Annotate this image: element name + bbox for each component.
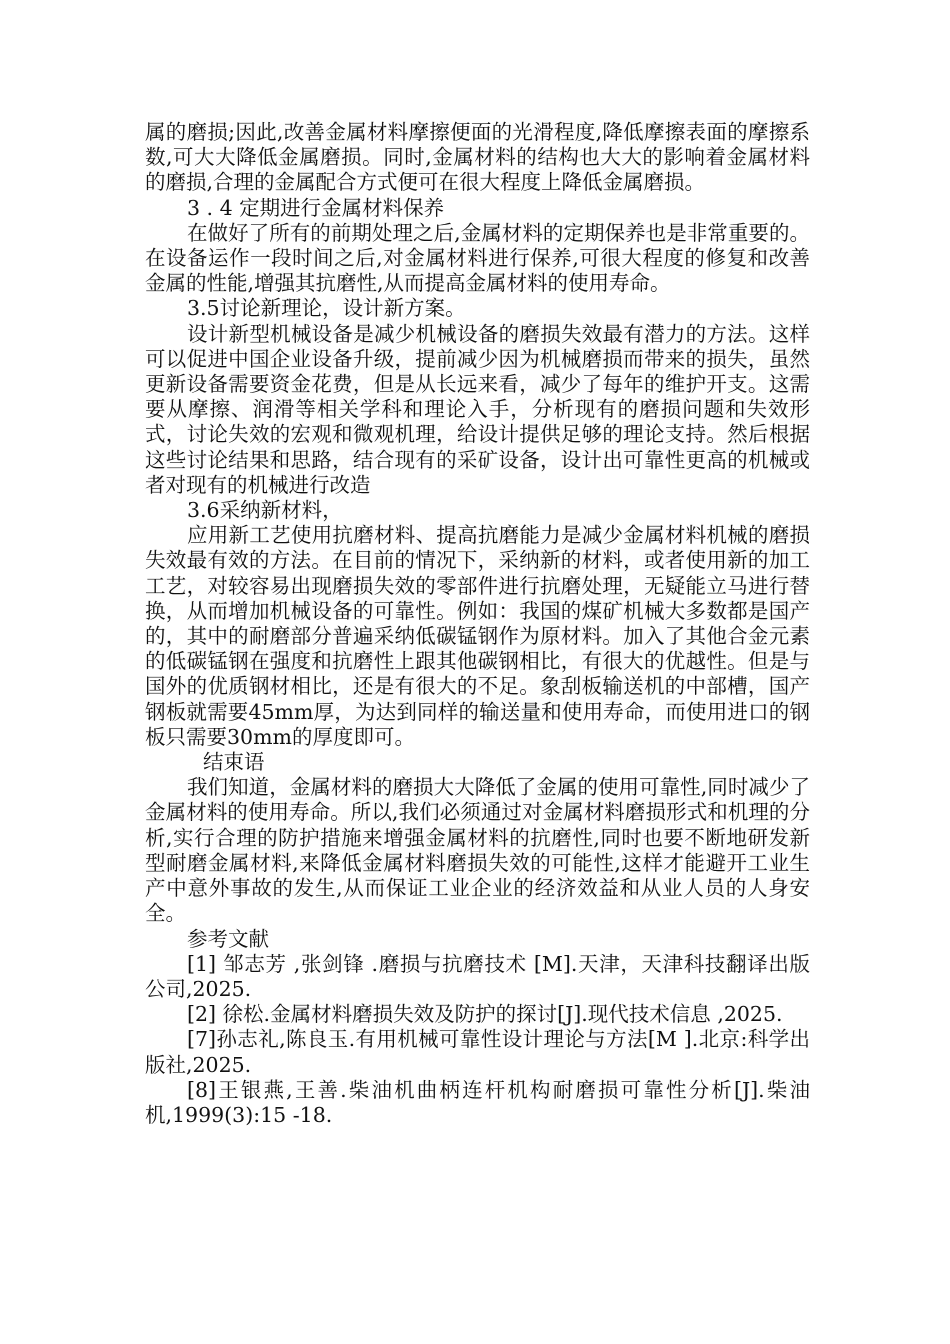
- reference-item-8: [8]王银燕,王善.柴油机曲柄连杆机构耐磨损可靠性分析[J].柴油机,1999(3):15 -18.: [145, 1077, 810, 1127]
- body-paragraph-3-4: 在做好了所有的前期处理之后,金属材料的定期保养也是非常重要的。在设备运作一段时间之后,对金属材料进行保养,可很大程度的修复和改善金属的性能,增强其抗磨性,从而提高金属材料的使用寿命。: [145, 220, 810, 296]
- reference-item-2: [2] 徐松.金属材料磨损失效及防护的探讨[J].现代技术信息 ,2025.: [187, 1002, 783, 1027]
- document-page: [145, 120, 810, 1128]
- reference-item-7: [7]孙志礼,陈良玉.有用机械可靠性设计理论与方法[M ].北京:科学出版社,2025.: [145, 1027, 810, 1077]
- section-heading-3-6: 3.6采纳新材料，: [187, 498, 343, 523]
- references-heading: 参考文献: [187, 926, 269, 951]
- section-heading-3-4: 3 . 4 定期进行金属材料保养: [187, 195, 445, 220]
- body-paragraph-3-6: 应用新工艺使用抗磨材料、提高抗磨能力是减少金属材料机械的磨损失效最有效的方法。在目前的情况下，采纳新的材料，或者使用新的加工工艺，对较容易出现磨损失效的零部件进行抗磨处理，无疑能立马进行替换，从而增加机械设备的可靠性。例如：我国的煤矿机械大多数都是国产的，其中的耐磨部分普遍采纳低碳锰钢作为原材料。加入了其他合金元素的低碳锰钢在强度和抗磨性上跟其他碳钢相比，有很大的优越性。但是与国外的优质钢材相比，还是有很大的不足。象刮板输送机的中部槽，国产钢板就需要45mm厚，为达到同样的输送量和使用寿命，而使用进口的钢板只需要30mm的厚度即可。: [145, 523, 810, 749]
- conclusion-paragraph: 我们知道，金属材料的磨损大大降低了金属的使用可靠性,同时减少了金属材料的使用寿命。所以,我们必须通过对金属材料磨损形式和机理的分析,实行合理的防护措施来增强金属材料的抗磨性,同时也要不断地研发新型耐磨金属材料,来降低金属材料磨损失效的可能性,这样才能避开工业生产中意外事故的发生,从而保证工业企业的经济效益和从业人员的人身安全。: [145, 775, 810, 926]
- body-paragraph-3-5: 设计新型机械设备是减少机械设备的磨损失效最有潜力的方法。这样可以促进中国企业设备升级，提前减少因为机械磨损而带来的损失，虽然更新设备需要资金花费，但是从长远来看，减少了每年的维护开支。这需要从摩擦、润滑等相关学科和理论入手，分析现有的磨损问题和失效形式，讨论失效的宏观和微观机理，给设计提供足够的理论支持。然后根据这些讨论结果和思路，结合现有的采矿设备，设计出可靠性更高的机械或者对现有的机械进行改造: [145, 321, 810, 497]
- conclusion-heading: 结束语: [203, 750, 265, 775]
- section-heading-3-5: 3.5讨论新理论，设计新方案。: [187, 296, 466, 321]
- body-paragraph-continued: 属的磨损;因此,改善金属材料摩擦便面的光滑程度,降低摩擦表面的摩擦系数,可大大降低金属磨损。同时,金属材料的结构也大大的影响着金属材料的磨损,合理的金属配合方式便可在很大程度上降低金属磨损。: [145, 120, 810, 195]
- reference-item-1: [1] 邹志芳 ,张剑锋 .磨损与抗磨技术 [M].天津，天津科技翻译出版公司,2025.: [145, 951, 810, 1001]
